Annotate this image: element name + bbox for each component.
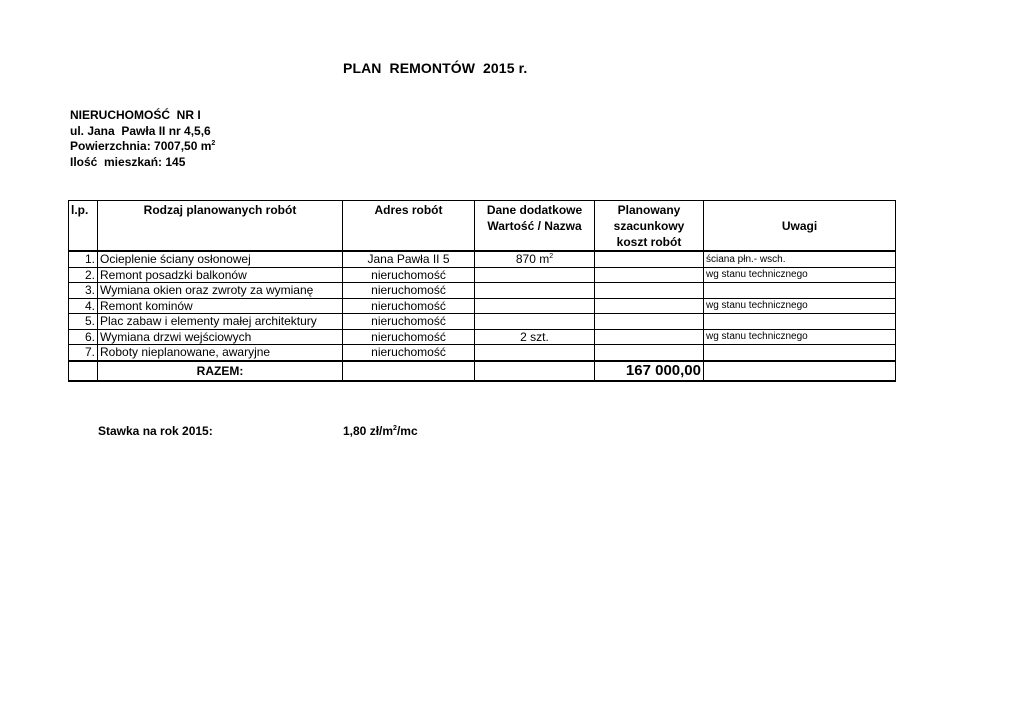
table-total-row <box>69 361 896 381</box>
row-cost <box>595 298 704 314</box>
row-notes <box>704 345 896 361</box>
row-cost <box>595 345 704 361</box>
row-extra-data <box>475 345 595 361</box>
row-lp: 4. <box>69 298 98 314</box>
property-info <box>70 108 215 170</box>
rate-value <box>343 424 418 438</box>
header-extra-line2: Wartość / Nazwa <box>487 219 582 233</box>
property-area-label: Powierzchnia: 7007,50 m <box>70 139 212 153</box>
row-extra-value: 870 m <box>515 252 550 267</box>
total-lp-cell <box>69 361 98 381</box>
header-planned-cost <box>595 201 704 252</box>
renovation-plan-table <box>68 200 896 382</box>
row-notes <box>704 283 896 299</box>
row-work-type: Remont kominów <box>98 298 343 314</box>
row-work-type: Roboty nieplanowane, awaryjne <box>98 345 343 361</box>
total-amount: 167 000,00 <box>595 361 704 381</box>
row-extra-data <box>475 298 595 314</box>
header-cost-line2: szacunkowy <box>613 219 685 233</box>
row-work-type: Wymiana drzwi wejściowych <box>98 329 343 345</box>
row-cost <box>595 251 704 267</box>
header-extra-data <box>475 201 595 252</box>
header-cost-line3: koszt robót <box>616 235 682 249</box>
row-extra-data <box>475 283 595 299</box>
property-area-unit-sup: 2 <box>211 140 216 147</box>
total-notes-cell <box>704 361 896 381</box>
header-lp: l.p. <box>69 201 98 252</box>
row-lp: 6. <box>69 329 98 345</box>
row-address: nieruchomość <box>343 329 475 345</box>
row-work-type: Remont posadzki balkonów <box>98 267 343 283</box>
table-row <box>69 298 896 314</box>
row-address: Jana Pawła II 5 <box>343 251 475 267</box>
property-apartments: Ilość mieszkań: 145 <box>70 154 186 169</box>
row-address: nieruchomość <box>343 345 475 361</box>
row-notes: wg stanu technicznego <box>704 329 896 345</box>
header-notes: Uwagi <box>704 201 896 252</box>
header-work-type: Rodzaj planowanych robót <box>98 201 343 252</box>
header-extra-line1: Dane dodatkowe <box>486 203 583 217</box>
row-extra-sup: 2 <box>549 253 554 261</box>
row-extra-data <box>475 251 595 267</box>
row-address: nieruchomość <box>343 283 475 299</box>
row-work-type: Ocieplenie ściany osłonowej <box>98 251 343 267</box>
row-extra-data: 2 szt. <box>475 329 595 345</box>
row-lp: 1. <box>69 251 98 267</box>
row-cost <box>595 267 704 283</box>
rate-label: Stawka na rok 2015: <box>98 424 213 438</box>
header-address: Adres robót <box>343 201 475 252</box>
row-cost <box>595 314 704 330</box>
row-cost <box>595 329 704 345</box>
table-row <box>69 267 896 283</box>
document-title: PLAN REMONTÓW 2015 r. <box>343 60 528 76</box>
property-name: NIERUCHOMOŚĆ NR I <box>70 108 201 122</box>
row-address: nieruchomość <box>343 298 475 314</box>
rate-value-sup: 2 <box>393 425 397 432</box>
row-notes <box>704 314 896 330</box>
row-address: nieruchomość <box>343 314 475 330</box>
row-notes: wg stanu technicznego <box>704 267 896 283</box>
total-label: RAZEM: <box>98 361 343 381</box>
table-row <box>69 314 896 330</box>
row-address: nieruchomość <box>343 267 475 283</box>
row-work-type: Wymiana okien oraz zwroty za wymianę <box>98 283 343 299</box>
row-notes: wg stanu technicznego <box>704 298 896 314</box>
total-address-cell <box>343 361 475 381</box>
row-work-type: Plac zabaw i elementy małej architektury <box>98 314 343 330</box>
property-area <box>70 139 215 155</box>
table-row <box>69 251 896 267</box>
row-extra-data <box>475 314 595 330</box>
table-row <box>69 345 896 361</box>
row-lp: 7. <box>69 345 98 361</box>
table-header-row <box>69 201 896 252</box>
total-extra-cell <box>475 361 595 381</box>
table-row <box>69 329 896 345</box>
rate-value-suffix: /mc <box>396 424 418 438</box>
row-lp: 2. <box>69 267 98 283</box>
row-cost <box>595 283 704 299</box>
rate-value-prefix: 1,80 zł/m <box>343 424 394 438</box>
property-address: ul. Jana Pawła II nr 4,5,6 <box>70 123 211 138</box>
row-extra-data <box>475 267 595 283</box>
row-lp: 5. <box>69 314 98 330</box>
row-lp: 3. <box>69 283 98 299</box>
row-notes: ściana płn.- wsch. <box>704 251 896 267</box>
table-row <box>69 283 896 299</box>
header-cost-line1: Planowany <box>617 203 681 217</box>
